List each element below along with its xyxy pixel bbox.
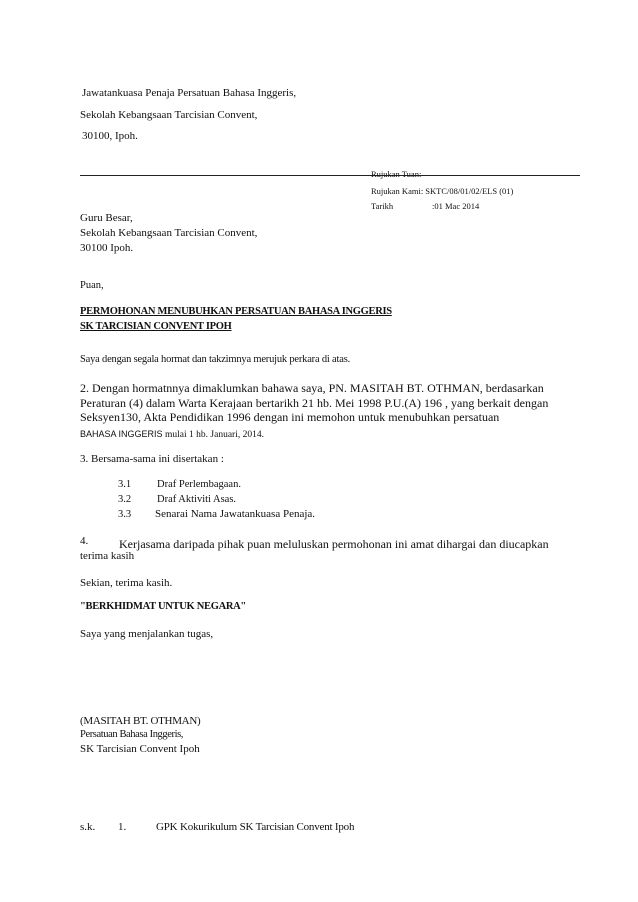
motto: "BERKHIDMAT UNTUK NEGARA" [80,601,246,612]
cc-label: s.k. [80,821,96,833]
sign-off: Saya yang menjalankan tugas, [80,628,214,640]
subject-line-2: SK TARCISIAN CONVENT IPOH [80,321,232,332]
paragraph-2-bahasa-inggeris: BAHASA INGGERIS [80,429,166,439]
recipient-line-1: Guru Besar, [80,212,133,224]
recipient-line-2: Sekolah Kebangsaan Tarcisian Convent, [80,227,258,239]
recipient-line-3: 30100 Ipoh. [80,242,134,254]
signature-title: Persatuan Bahasa Inggeris, [80,729,184,740]
cc-text: GPK Kokurikulum SK Tarcisian Convent Ipoh [156,821,355,833]
paragraph-4-line-1: Kerjasama daripada pihak puan meluluskan permohonan ini amat dihargai dan diucapkan [119,537,549,551]
subject-line-1: PERMOHONAN MENUBUHKAN PERSATUAN BAHASA INGGERIS [80,306,392,317]
list-item-number: 3.2 [118,494,132,505]
paragraph-4-number: 4. [80,535,89,547]
paragraph-2-line-2: Peraturan (4) dalam Warta Kerajaan bertarikh 21 hb. Mei 1998 P.U.(A) 196 , yang berkait dengan [80,396,549,410]
list-item-number: 3.3 [118,509,132,520]
signature-name: (MASITAH BT. OTHMAN) [80,715,201,727]
paragraph-2-line-1: 2. Dengan hormatnnya dimaklumkan bahawa saya, PN. MASITAH BT. OTHMAN, berdasarkan [80,381,544,395]
sender-line-1: Jawatankuasa Penaja Persatuan Bahasa Inggeris, [82,87,297,99]
list-item-text: Draf Perlembagaan. [157,479,241,490]
paragraph-2-line-4 [80,425,264,441]
sender-line-2: Sekolah Kebangsaan Tarcisian Convent, [80,109,258,121]
sender-line-3: 30100, Ipoh. [82,130,138,142]
tarikh-value: :01 Mac 2014 [432,201,480,211]
paragraph-2-line-3: Seksyen130, Akta Pendidikan 1996 dengan ini memohon untuk menubuhkan persatuan [80,410,500,424]
header-divider [80,175,580,176]
tarikh-label: Tarikh [371,201,394,211]
paragraph-3-intro: 3. Bersama-sama ini disertakan : [80,453,224,465]
rujukan-kami: Rujukan Kami: SKTC/08/01/02/ELS (01) [371,186,514,196]
cc-number: 1. [118,821,127,833]
closing: Sekian, terima kasih. [80,577,173,589]
salutation: Puan, [80,280,104,291]
paragraph-2-date: mulai 1 hb. Januari, 2014. [165,430,264,440]
signature-school: SK Tarcisian Convent Ipoh [80,743,200,755]
paragraph-1: Saya dengan segala hormat dan takzimnya merujuk perkara di atas. [80,354,351,365]
list-item-text: Draf Aktiviti Asas. [157,494,237,505]
list-item-number: 3.1 [118,479,132,490]
rujukan-tuan: Rujukan Tuan: [371,169,422,179]
list-item-text: Senarai Nama Jawatankuasa Penaja. [155,508,316,520]
paragraph-4-line-2: terima kasih [80,550,135,562]
